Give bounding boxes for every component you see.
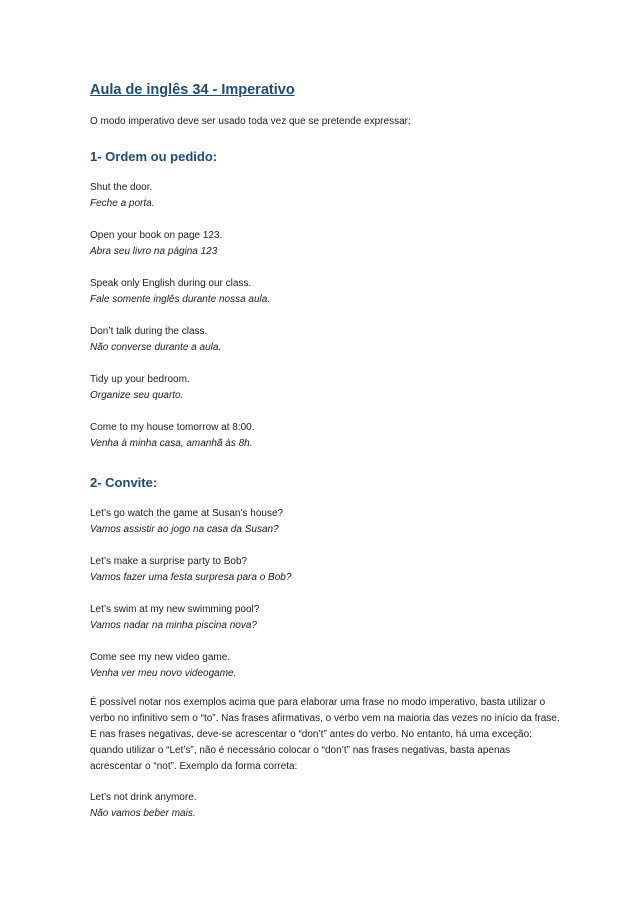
example-english: Tidy up your bedroom. xyxy=(90,374,190,385)
example-translation: Vamos fazer uma festa surpresa para o Bob? xyxy=(90,572,292,583)
example-item xyxy=(90,506,570,538)
example-item xyxy=(90,554,570,586)
example-translation: Venha ver meu novo videogame. xyxy=(90,668,237,679)
example-translation: Vamos nadar na minha piscina nova? xyxy=(90,620,257,631)
example-translation: Feche a porta. xyxy=(90,198,155,209)
example-item xyxy=(90,228,570,260)
paragraph-line: É possível notar nos exemplos acima que para elaborar uma frase no modo imperativo, basta utilizar o xyxy=(90,697,546,708)
example-english: Let’s swim at my new swimming pool? xyxy=(90,604,260,615)
example-item xyxy=(90,180,570,212)
section-heading-invitation: 2- Convite: xyxy=(90,475,158,490)
example-translation: Não converse durante a aula. xyxy=(90,342,222,353)
example-english: Speak only English during our class. xyxy=(90,278,252,289)
example-english: Let’s go watch the game at Susan’s house? xyxy=(90,508,284,519)
example-item xyxy=(90,276,570,308)
example-item xyxy=(90,650,570,682)
example-item xyxy=(90,420,570,452)
document-page xyxy=(90,82,570,822)
example-english: Let’s not drink anymore. xyxy=(90,792,197,803)
example-item xyxy=(90,602,570,634)
paragraph-line: quando utilizar o “Let’s”, não é necessário colocar o “don’t” nas frases negativas, basta apenas xyxy=(90,745,511,756)
example-translation: Venha à minha casa, amanhã às 8h. xyxy=(90,438,253,449)
example-english: Let’s make a surprise party to Bob? xyxy=(90,556,248,567)
explanation-paragraph xyxy=(90,695,570,775)
example-english: Come to my house tomorrow at 8:00. xyxy=(90,422,255,433)
example-translation: Vamos assistir ao jogo na casa da Susan? xyxy=(90,524,279,535)
intro-text: O modo imperativo deve ser usado toda vez que se pretende expressar: xyxy=(90,116,411,127)
example-item xyxy=(90,372,570,404)
example-translation: Não vamos beber mais. xyxy=(90,808,196,819)
section-heading-order: 1- Ordem ou pedido: xyxy=(90,149,218,164)
paragraph-line: acrescentar o “not”. Exemplo da forma correta: xyxy=(90,761,298,772)
example-translation: Abra seu livro na página 123 xyxy=(90,246,218,257)
example-english: Come see my new video game. xyxy=(90,652,231,663)
example-english: Don’t talk during the class. xyxy=(90,326,208,337)
page-title: Aula de inglês 34 - Imperativo xyxy=(90,82,295,98)
paragraph-line: E nas frases negativas, deve-se acrescentar o “don’t” antes do verbo. No entanto, há uma exceção: xyxy=(90,729,532,740)
example-english: Open your book on page 123. xyxy=(90,230,223,241)
example-translation: Fale somente inglês durante nossa aula. xyxy=(90,294,271,305)
example-english: Shut the door. xyxy=(90,182,153,193)
paragraph-line: verbo no infinitivo sem o “to”. Nas frases afirmativas, o verbo vem na maioria das vezes no início da frase. xyxy=(90,713,560,724)
example-translation: Organize seu quarto. xyxy=(90,390,184,401)
example-item xyxy=(90,790,570,822)
example-item xyxy=(90,324,570,356)
